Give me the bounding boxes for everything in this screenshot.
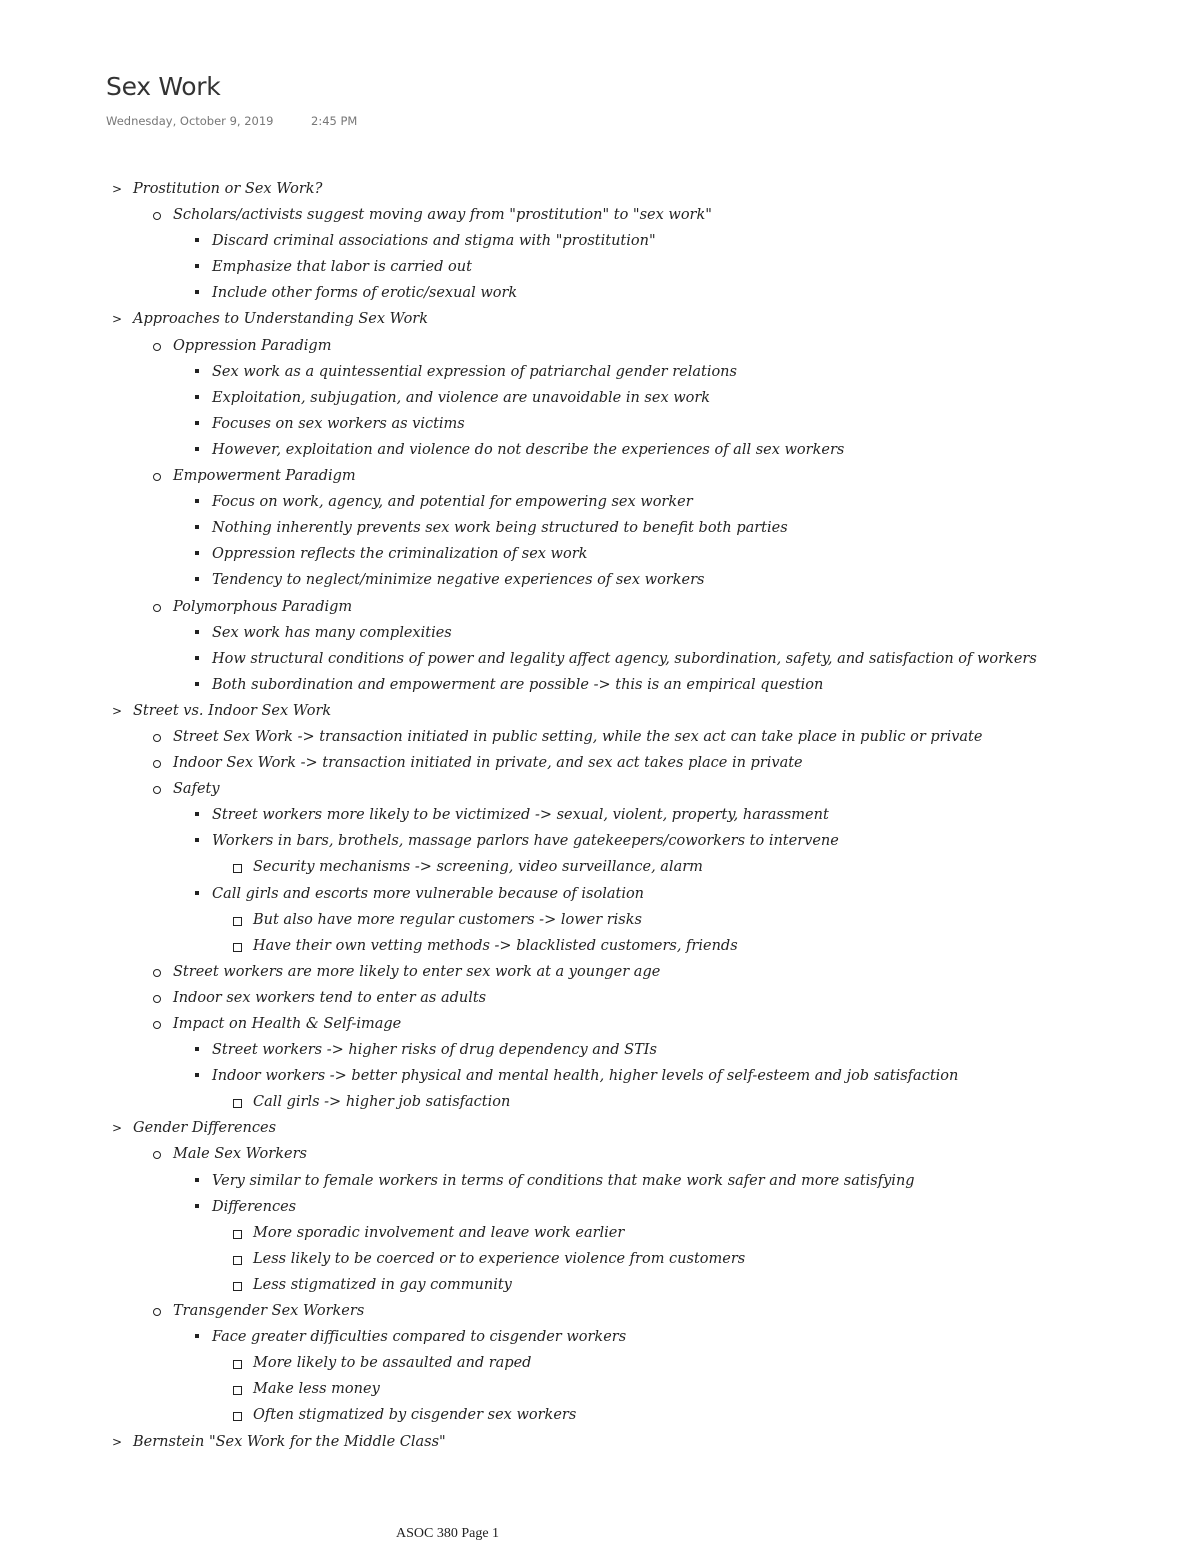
outline-item-text: Workers in bars, brothels, massage parlors have gatekeepers/coworkers to intervene (212, 833, 839, 850)
outline-item-level-4 (0, 1402, 1200, 1428)
outline-item-level-1 (0, 176, 1200, 202)
outline-item-level-3 (0, 646, 1200, 672)
outline-item-level-3 (0, 672, 1200, 698)
outline-item-text: Less likely to be coerced or to experience violence from customers (253, 1250, 746, 1267)
outline-item-level-4 (0, 1220, 1200, 1246)
outline-item-text: Sex work has many complexities (212, 624, 452, 641)
outline-item-level-2 (0, 724, 1200, 750)
filled-square-bullet-icon (195, 551, 199, 555)
outline-item-level-2 (0, 750, 1200, 776)
outline-item-level-4 (0, 854, 1200, 880)
outline-item-text: Prostitution or Sex Work? (133, 181, 323, 197)
outline-item-text: Bernstein "Sex Work for the Middle Class" (133, 1433, 446, 1450)
outline-item-text: Tendency to neglect/minimize negative experiences of sex workers (212, 572, 705, 589)
outline-item-level-1 (0, 306, 1200, 332)
outline-item-level-3 (0, 828, 1200, 854)
outline-item-level-2 (0, 959, 1200, 985)
hollow-circle-bullet-icon (153, 995, 161, 1003)
outline-item-text: Transgender Sex Workers (173, 1303, 365, 1320)
filled-square-bullet-icon (195, 1178, 199, 1182)
outline-item-level-2 (0, 1141, 1200, 1167)
filled-square-bullet-icon (195, 577, 199, 581)
filled-square-bullet-icon (195, 264, 199, 268)
chevron-bullet-icon: > (112, 312, 123, 327)
filled-square-bullet-icon (195, 630, 199, 634)
hollow-circle-bullet-icon (153, 343, 161, 351)
outline-item-level-2 (0, 333, 1200, 359)
outline-item-level-3 (0, 1063, 1200, 1089)
outline-item-text: Impact on Health & Self-image (173, 1016, 402, 1032)
outline-item-text: Call girls and escorts more vulnerable because of isolation (212, 885, 645, 902)
hollow-square-bullet-icon (233, 1386, 242, 1395)
hollow-circle-bullet-icon (153, 1308, 161, 1316)
outline-item-level-4 (0, 1350, 1200, 1376)
outline-item-level-1 (0, 1115, 1200, 1141)
outline-item-text: Have their own vetting methods -> blacklisted customers, friends (253, 937, 738, 954)
filled-square-bullet-icon (195, 682, 199, 686)
hollow-circle-bullet-icon (153, 760, 161, 768)
outline-item-level-3 (0, 567, 1200, 593)
outline-item-text: Indoor sex workers tend to enter as adults (173, 989, 487, 1006)
outline-item-text: Nothing inherently prevents sex work being structured to benefit both parties (212, 520, 788, 537)
hollow-square-bullet-icon (233, 864, 242, 873)
hollow-square-bullet-icon (233, 943, 242, 952)
outline-item-level-3 (0, 411, 1200, 437)
hollow-square-bullet-icon (233, 1099, 242, 1108)
page-title: Sex Work (106, 72, 221, 101)
outline-item-text: Empowerment Paradigm (173, 468, 356, 485)
outline-item-text: However, exploitation and violence do not describe the experiences of all sex workers (212, 441, 845, 458)
hollow-circle-bullet-icon (153, 1021, 161, 1029)
outline-item-text: Street workers are more likely to enter sex work at a younger age (173, 963, 661, 980)
outline-item-text: Call girls -> higher job satisfaction (253, 1094, 511, 1111)
outline-item-text: How structural conditions of power and legality affect agency, subordination, safety, and satisfaction of workers (212, 650, 1037, 667)
outline-item-text: Safety (173, 781, 220, 798)
outline-item-text: Both subordination and empowerment are possible -> this is an empirical question (212, 676, 824, 693)
outline-item-level-2 (0, 985, 1200, 1011)
outline-item-text: Sex work as a quintessential expression of patriarchal gender relations (212, 363, 737, 380)
outline-item-text: Oppression Paradigm (173, 337, 332, 354)
page-date: Wednesday, October 9, 2019 (106, 114, 274, 128)
outline-item-level-3 (0, 802, 1200, 828)
hollow-circle-bullet-icon (153, 969, 161, 977)
chevron-bullet-icon: > (112, 703, 123, 718)
outline-item-text: Make less money (253, 1381, 380, 1398)
outline-item-level-4 (0, 1272, 1200, 1298)
hollow-square-bullet-icon (233, 1230, 242, 1239)
outline-item-level-3 (0, 437, 1200, 463)
chevron-bullet-icon: > (112, 1121, 123, 1136)
hollow-circle-bullet-icon (153, 473, 161, 481)
outline-item-text: Focus on work, agency, and potential for empowering sex worker (212, 494, 693, 511)
page-time: 2:45 PM (311, 114, 358, 128)
page-footer: ASOC 380 Page 1 (396, 1526, 500, 1541)
outline-item-text: Scholars/activists suggest moving away from "prostitution" to "sex work" (173, 207, 712, 224)
outline-item-level-3 (0, 254, 1200, 280)
hollow-square-bullet-icon (233, 917, 242, 926)
filled-square-bullet-icon (195, 1334, 199, 1338)
outline-item-level-3 (0, 620, 1200, 646)
outline-item-text: Approaches to Understanding Sex Work (133, 311, 429, 328)
outline-item-text: Polymorphous Paradigm (173, 598, 353, 615)
outline-item-text: Exploitation, subjugation, and violence are unavoidable in sex work (212, 389, 711, 406)
outline-item-level-1 (0, 698, 1200, 724)
outline-item-text: More sporadic involvement and leave work earlier (253, 1224, 625, 1241)
filled-square-bullet-icon (195, 891, 199, 895)
hollow-circle-bullet-icon (153, 604, 161, 612)
outline-item-level-1 (0, 1429, 1200, 1455)
filled-square-bullet-icon (195, 369, 199, 373)
filled-square-bullet-icon (195, 1047, 199, 1051)
outline-item-text: Street vs. Indoor Sex Work (133, 702, 332, 719)
filled-square-bullet-icon (195, 1073, 199, 1077)
outline-item-text: Gender Differences (133, 1120, 277, 1137)
outline-item-level-2 (0, 463, 1200, 489)
outline-item-text: But also have more regular customers -> lower risks (253, 911, 642, 928)
outline-item-text: Street workers -> higher risks of drug dependency and STIs (212, 1042, 657, 1059)
hollow-circle-bullet-icon (153, 734, 161, 742)
filled-square-bullet-icon (195, 1204, 199, 1208)
outline-item-text: Indoor workers -> better physical and mental health, higher levels of self-esteem and job satisfaction (212, 1068, 959, 1085)
outline-item-text: Oppression reflects the criminalization of sex work (212, 546, 588, 563)
outline-item-text: Male Sex Workers (173, 1146, 307, 1163)
hollow-square-bullet-icon (233, 1360, 242, 1369)
outline-item-level-3 (0, 359, 1200, 385)
outline-item-level-2 (0, 776, 1200, 802)
filled-square-bullet-icon (195, 525, 199, 529)
hollow-circle-bullet-icon (153, 1151, 161, 1159)
outline-item-level-4 (0, 1089, 1200, 1115)
outline-item-level-3 (0, 280, 1200, 306)
outline-item-level-3 (0, 489, 1200, 515)
outline-item-text: Focuses on sex workers as victims (212, 415, 465, 432)
outline-item-level-3 (0, 1324, 1200, 1350)
outline-item-level-4 (0, 907, 1200, 933)
filled-square-bullet-icon (195, 290, 199, 294)
outline-item-text: Street Sex Work -> transaction initiated in public setting, while the sex act can take place in public or private (173, 728, 983, 745)
filled-square-bullet-icon (195, 395, 199, 399)
outline-item-text: Security mechanisms -> screening, video surveillance, alarm (253, 859, 703, 876)
notes-outline (0, 176, 1200, 1455)
outline-item-text: Street workers more likely to be victimized -> sexual, violent, property, harassment (212, 807, 829, 824)
filled-square-bullet-icon (195, 499, 199, 503)
filled-square-bullet-icon (195, 238, 199, 242)
filled-square-bullet-icon (195, 812, 199, 816)
hollow-square-bullet-icon (233, 1412, 242, 1421)
outline-item-level-4 (0, 933, 1200, 959)
filled-square-bullet-icon (195, 838, 199, 842)
outline-item-text: Often stigmatized by cisgender sex workers (253, 1407, 577, 1424)
hollow-circle-bullet-icon (153, 786, 161, 794)
outline-item-level-3 (0, 1037, 1200, 1063)
outline-item-level-3 (0, 1194, 1200, 1220)
chevron-bullet-icon: > (112, 1434, 123, 1449)
outline-item-level-3 (0, 1168, 1200, 1194)
outline-item-level-3 (0, 881, 1200, 907)
hollow-square-bullet-icon (233, 1256, 242, 1265)
outline-item-text: Differences (212, 1198, 297, 1215)
outline-item-text: Indoor Sex Work -> transaction initiated in private, and sex act takes place in private (173, 755, 803, 772)
outline-item-text: Less stigmatized in gay community (253, 1276, 512, 1293)
outline-item-text: Discard criminal associations and stigma with "prostitution" (212, 233, 656, 250)
hollow-square-bullet-icon (233, 1282, 242, 1291)
chevron-bullet-icon: > (112, 182, 123, 196)
outline-item-text: Face greater difficulties compared to cisgender workers (212, 1329, 627, 1346)
outline-item-level-2 (0, 1011, 1200, 1037)
outline-item-text: Include other forms of erotic/sexual work (212, 285, 518, 302)
filled-square-bullet-icon (195, 656, 199, 660)
outline-item-level-2 (0, 202, 1200, 228)
hollow-circle-bullet-icon (153, 212, 161, 220)
filled-square-bullet-icon (195, 421, 199, 425)
outline-item-level-3 (0, 228, 1200, 254)
outline-item-text: Very similar to female workers in terms of conditions that make work safer and more satisfying (212, 1172, 915, 1189)
outline-item-text: More likely to be assaulted and raped (253, 1355, 532, 1372)
outline-item-level-3 (0, 385, 1200, 411)
outline-item-level-3 (0, 541, 1200, 567)
outline-item-text: Emphasize that labor is carried out (212, 259, 472, 276)
outline-item-level-4 (0, 1246, 1200, 1272)
outline-item-level-2 (0, 1298, 1200, 1324)
outline-item-level-3 (0, 515, 1200, 541)
outline-item-level-2 (0, 594, 1200, 620)
outline-item-level-4 (0, 1376, 1200, 1402)
filled-square-bullet-icon (195, 447, 199, 451)
